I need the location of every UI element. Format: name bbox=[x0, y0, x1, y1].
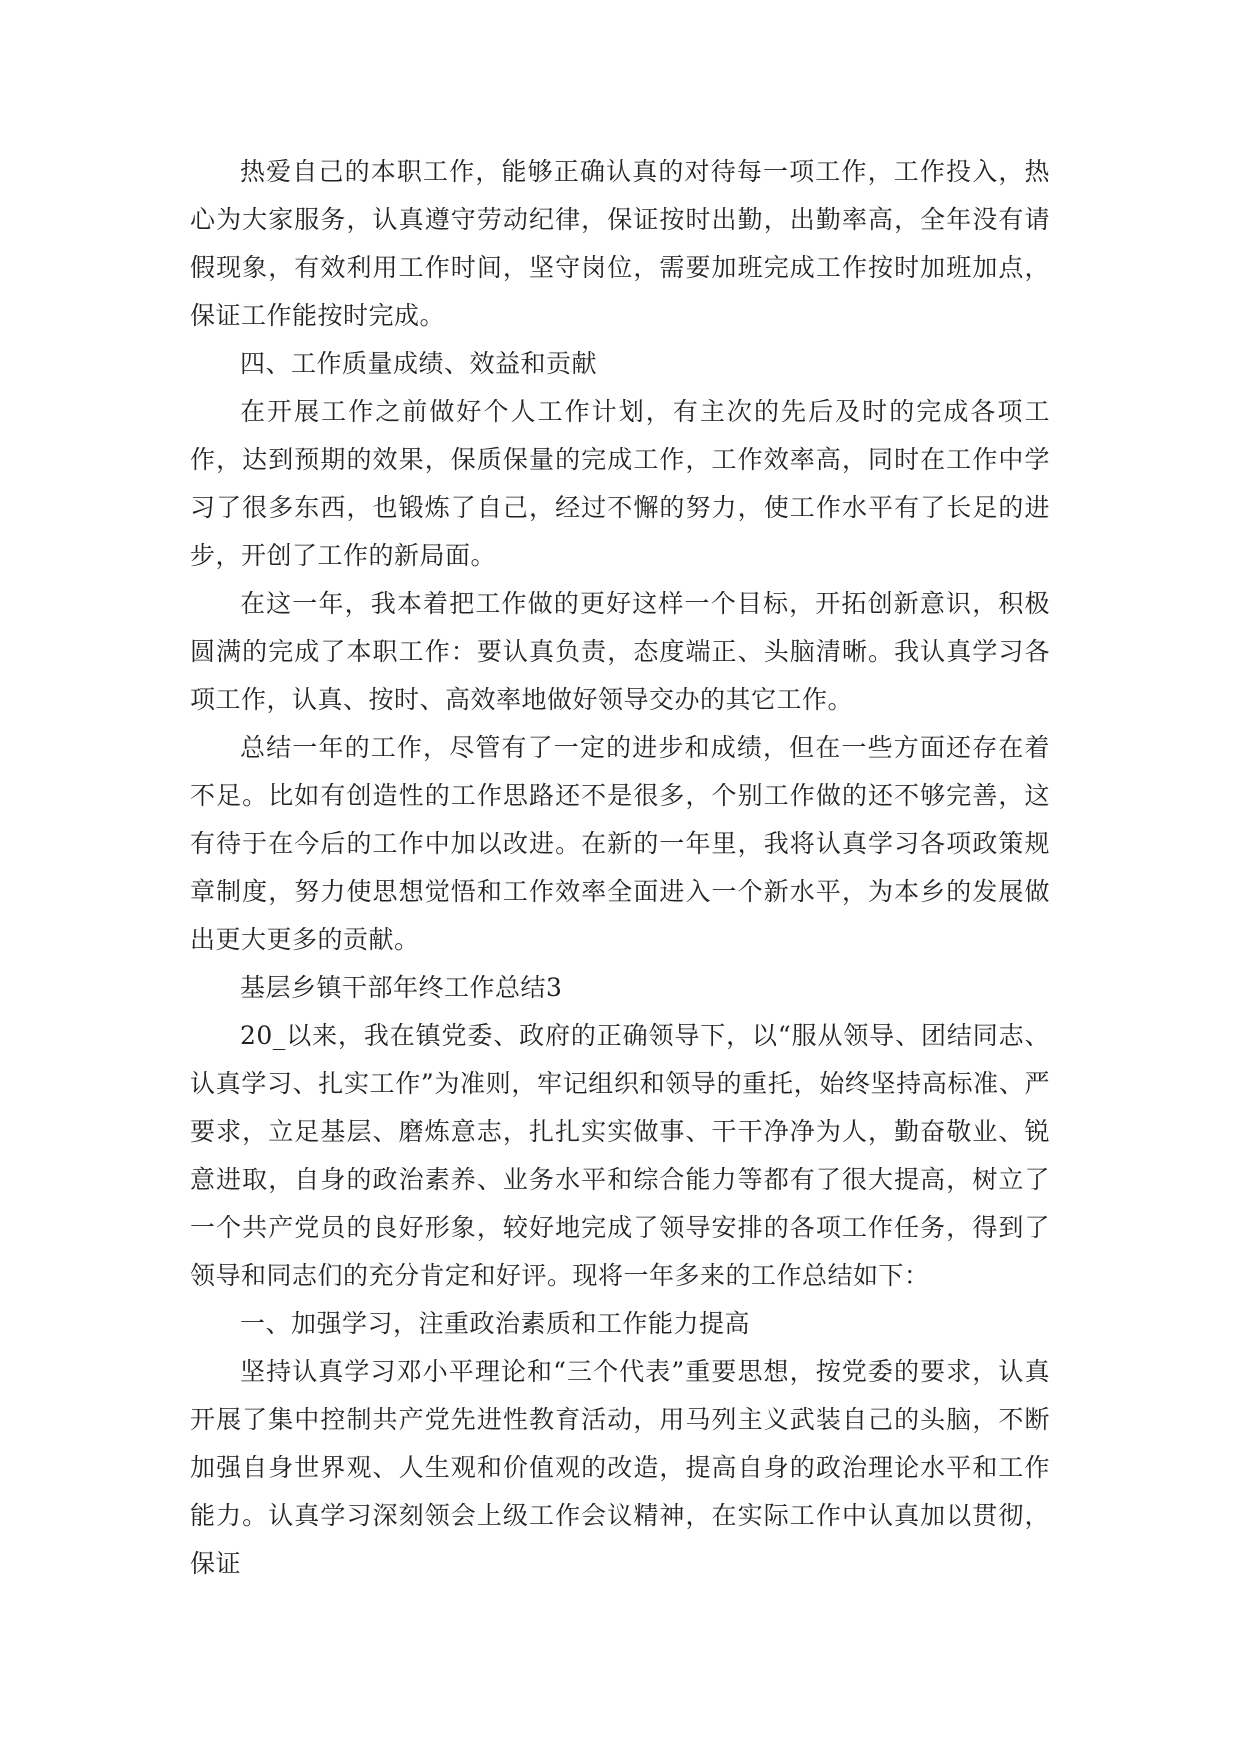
paragraph-summary-shortcomings: 总结一年的工作，尽管有了一定的进步和成绩，但在一些方面还存在着不足。比如有创造性的工作思路还不是很多，个别工作做的还不够完善，这有待于在今后的工作中加以改进。在新的一年里，我将认真学习各项政策规章制度，努力使思想觉悟和工作效率全面进入一个新水平，为本乡的发展做出更大更多的贡献。 bbox=[190, 733, 1050, 954]
section-heading-quality: 四、工作质量成绩、效益和贡献 bbox=[240, 349, 598, 378]
paragraph-intro: 20_以来，我在镇党委、政府的正确领导下，以“服从领导、团结同志、认真学习、扎实工作”为准则，牢记组织和领导的重托，始终坚持高标准、严要求，立足基层、磨炼意志，扎扎实实做事、干干净净为人，勤奋敬业、锐意进取，自身的政治素养、业务水平和综合能力等都有了很大提高，树立了一个共产党员的良好形象，较好地完成了领导安排的各项工作任务，得到了领导和同志们的充分肯定和好评。现将一年多来的工作总结如下： bbox=[190, 1021, 1050, 1290]
paragraph-work-plan: 在开展工作之前做好个人工作计划，有主次的先后及时的完成各项工作，达到预期的效果，保质保量的完成工作，工作效率高，同时在工作中学习了很多东西，也锻炼了自己，经过不懈的努力，使工作水平有了长足的进步，开创了工作的新局面。 bbox=[190, 397, 1050, 570]
paragraph-year-goal: 在这一年，我本着把工作做的更好这样一个目标，开拓创新意识，积极圆满的完成了本职工作：要认真负责，态度端正、头脑清晰。我认真学习各项工作，认真、按时、高效率地做好领导交办的其它工作。 bbox=[190, 589, 1050, 714]
document-title-summary-3: 基层乡镇干部年终工作总结3 bbox=[240, 973, 563, 1002]
section-heading-study: 一、加强学习，注重政治素质和工作能力提高 bbox=[240, 1309, 751, 1338]
document-page bbox=[190, 148, 1050, 1588]
paragraph-work-attitude: 热爱自己的本职工作，能够正确认真的对待每一项工作，工作投入，热心为大家服务，认真遵守劳动纪律，保证按时出勤，出勤率高，全年没有请假现象，有效利用工作时间，坚守岗位，需要加班完成工作按时加班加点，保证工作能按时完成。 bbox=[190, 157, 1050, 330]
paragraph-study-theory: 坚持认真学习邓小平理论和“三个代表”重要思想，按党委的要求，认真开展了集中控制共产党先进性教育活动，用马列主义武装自己的头脑，不断加强自身世界观、人生观和价值观的改造，提高自身的政治理论水平和工作能力。认真学习深刻领会上级工作会议精神，在实际工作中认真加以贯彻，保证 bbox=[190, 1357, 1050, 1578]
